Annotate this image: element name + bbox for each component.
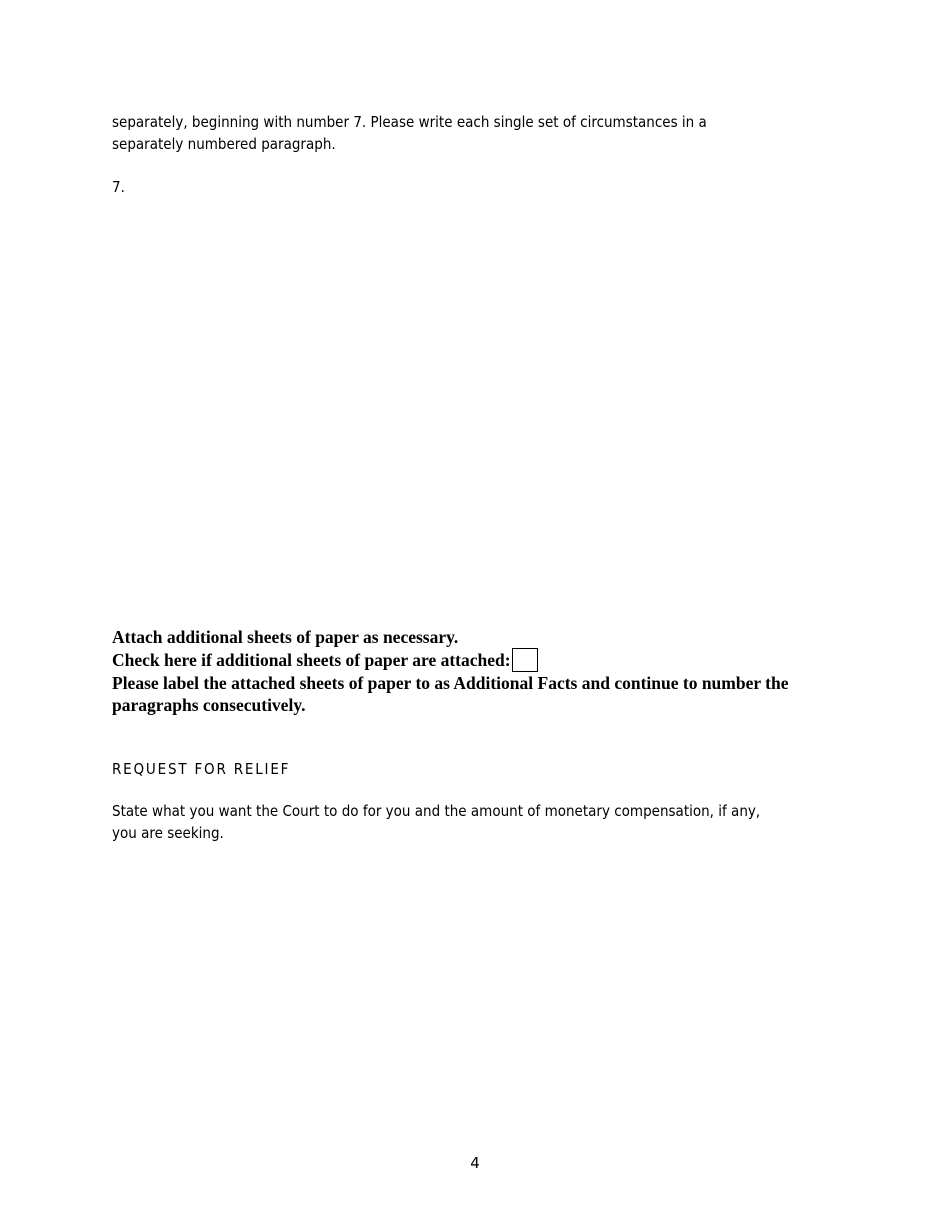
check-line	[112, 648, 789, 672]
relief-instructions	[112, 800, 760, 844]
intro-paragraph	[112, 111, 707, 155]
check-label: Check here if additional sheets of paper are attached:	[112, 650, 511, 670]
additional-sheets-checkbox[interactable]	[512, 648, 538, 672]
paragraph-number: 7.	[112, 178, 125, 196]
label-line-1: Please label the attached sheets of paper to as Additional Facts and continue to number the	[112, 673, 789, 693]
attach-line: Attach additional sheets of paper as necessary.	[112, 627, 459, 647]
intro-line-1: separately, beginning with number 7. Please write each single set of circumstances in a	[112, 113, 707, 131]
intro-line-2: separately numbered paragraph.	[112, 135, 336, 153]
relief-heading: REQUEST FOR RELIEF	[112, 760, 291, 778]
page-number: 4	[470, 1154, 480, 1172]
relief-line-2: you are seeking.	[112, 824, 224, 842]
attachment-instructions	[112, 626, 789, 716]
label-line-2: paragraphs consecutively.	[112, 695, 306, 715]
relief-line-1: State what you want the Court to do for you and the amount of monetary compensation, if any,	[112, 802, 761, 820]
